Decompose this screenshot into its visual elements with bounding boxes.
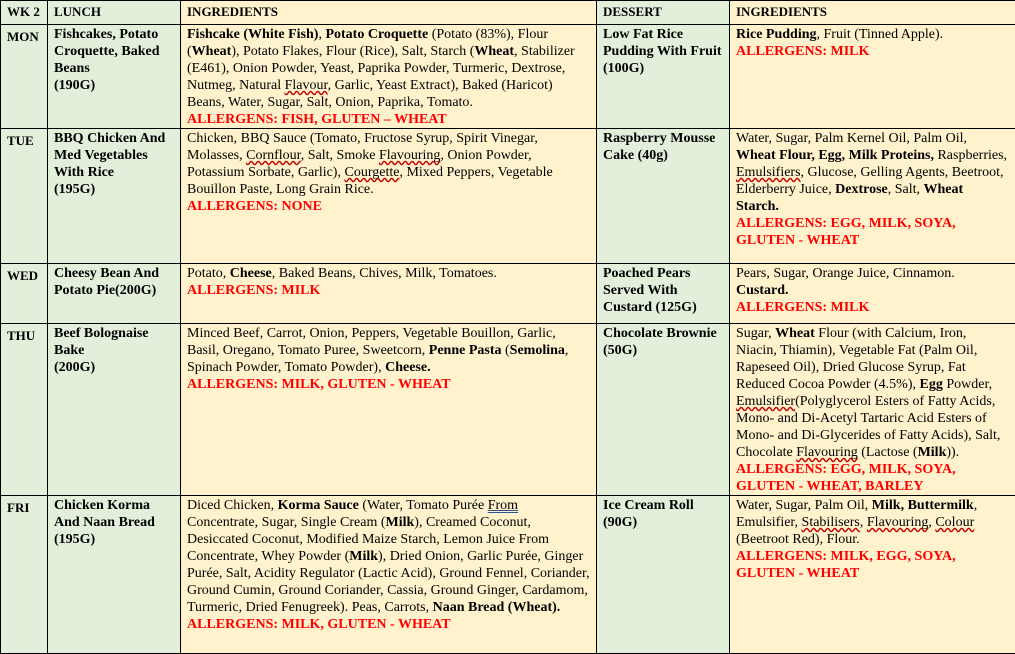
dessert-weight: (125G)	[656, 300, 697, 315]
dessert-ingredients-cell	[730, 496, 1015, 654]
spelling-marked-word: Emulsifiers	[736, 165, 801, 180]
allergen-ingredient: Wheat	[775, 326, 815, 341]
ingredient-text: Chicken, BBQ Sauce (Tomato, Fructose Syrup, Spirit Vinegar, Molasses,	[187, 131, 538, 163]
ingredient-text: ), Creamed Coconut, Desiccated Coconut, Modified Maize Starch, Lemon Juice From Concentrate, Whey Powder (	[187, 515, 549, 564]
ingredient-text: Water, Sugar, Palm Kernel Oil, Palm Oil,	[736, 131, 967, 146]
ingredient-text: Flour (with Calcium, Iron, Niacin, Thiamin), Vegetable Fat (Palm Oil, Rapeseed Oil), Dried Glucose Syrup, Fat Reduced Cocoa Powder (4.5%),	[736, 326, 977, 392]
ingredient-text: Raspberries,	[934, 148, 1007, 163]
dessert-ingredients-cell	[730, 324, 1015, 496]
spelling-marked-word: Flavour	[285, 78, 328, 93]
spelling-marked-word: Emulsifier	[736, 394, 795, 409]
table-row	[1, 129, 1015, 264]
lunch-cell	[48, 129, 181, 264]
ingredient-text: , Glucose, Gelling Agents, Beetroot, Elderberry Juice,	[736, 165, 1004, 197]
ingredient-text: (	[501, 343, 509, 358]
spelling-marked-word: Flavouring	[867, 515, 928, 530]
dessert-ingredients-cell	[730, 25, 1015, 129]
day-cell: THU	[1, 324, 48, 496]
lunch-allergens: ALLERGENS: MILK	[187, 283, 320, 298]
lunch-ingredients-text	[187, 498, 590, 615]
ingredient-text: (Beetroot Red), Flour.	[736, 532, 860, 547]
ingredient-text: Potato,	[187, 266, 230, 281]
lunch-cell	[48, 264, 181, 324]
header-lunch: LUNCH	[48, 1, 181, 25]
dessert-name: Ice Cream Roll	[603, 498, 694, 513]
spelling-marked-word: Colour	[935, 515, 974, 530]
table-row	[1, 496, 1015, 654]
lunch-name: Beef Bolognaise Bake	[54, 326, 149, 358]
dessert-cell	[597, 324, 730, 496]
lunch-name: Fishcakes, Potato Croquette, Baked Beans	[54, 27, 160, 76]
dessert-ingredients-cell	[730, 129, 1015, 264]
ingredient-text: ,	[860, 515, 867, 530]
table-row	[1, 324, 1015, 496]
lunch-weight: (200G)	[115, 283, 156, 298]
lunch-ingredients-cell	[181, 496, 597, 654]
allergen-ingredient: Wheat	[192, 44, 232, 59]
ingredient-text: , Stabilizer (E461), Onion Powder, Yeast, Paprika Powder, Turmeric, Dextrose, Nutmeg, Natural	[187, 44, 575, 93]
dessert-name: Low Fat Rice Pudding With Fruit	[603, 27, 722, 59]
lunch-weight: (200G)	[54, 360, 95, 375]
table-row	[1, 264, 1015, 324]
grammar-marked-word: From	[488, 498, 518, 513]
lunch-weight: (190G)	[54, 78, 95, 93]
dessert-name: Chocolate Brownie	[603, 326, 717, 341]
ingredient-text: Pears, Sugar, Orange Juice, Cinnamon.	[736, 266, 955, 281]
ingredient-text: , Spinach Powder, Tomato Powder),	[187, 343, 568, 375]
lunch-ingredients-cell	[181, 264, 597, 324]
ingredient-text: , Emulsifier,	[736, 498, 977, 530]
allergen-ingredient: Korma Sauce	[278, 498, 359, 513]
allergen-ingredient: Milk	[918, 445, 947, 460]
header-dessert: DESSERT	[597, 1, 730, 25]
allergen-ingredient: Penne Pasta	[429, 343, 502, 358]
dessert-ingredients-text	[736, 498, 977, 547]
ingredient-text: ), Dried Onion, Garlic Purée, Ginger Purée, Salt, Acidity Regulator (Lactic Acid), Ground Fennel, Coriander, Ground Cumin, Ground Coriander, Cassia, Ground Ginger, Cardamom, Turmeric, Dried Fenugreek). Peas, Carrots,	[187, 549, 590, 615]
lunch-cell	[48, 324, 181, 496]
ingredient-text: ,	[318, 27, 325, 42]
spelling-marked-word: Stabilisers	[802, 515, 860, 530]
lunch-allergens: ALLERGENS: MILK, GLUTEN - WHEAT	[187, 617, 451, 632]
dessert-cell	[597, 496, 730, 654]
allergen-ingredient: Milk	[386, 515, 415, 530]
header-week: WK 2	[1, 1, 48, 25]
allergen-ingredient: Fishcake (White Fish)	[187, 27, 318, 42]
table-row	[1, 25, 1015, 129]
allergen-ingredient: Milk, Buttermilk	[872, 498, 974, 513]
dessert-allergens: ALLERGENS: MILK, EGG, SOYA, GLUTEN - WHEAT	[736, 549, 956, 581]
ingredient-text: Powder,	[943, 377, 992, 392]
day-cell: FRI	[1, 496, 48, 654]
lunch-cell	[48, 25, 181, 129]
ingredient-text: , Salt, Smoke	[301, 148, 379, 163]
allergen-ingredient: Wheat	[474, 44, 514, 59]
allergen-ingredient: Egg	[920, 377, 943, 392]
lunch-cell	[48, 496, 181, 654]
day-cell: WED	[1, 264, 48, 324]
ingredient-text: Sugar,	[736, 326, 775, 341]
allergen-ingredient: Custard.	[736, 283, 789, 298]
dessert-weight: (100G)	[603, 61, 644, 76]
ingredient-text: , Garlic, Yeast Extract), Baked (Haricot) Beans, Water, Sugar, Salt, Onion, Paprika, Tomato.	[187, 78, 553, 110]
day-cell: TUE	[1, 129, 48, 264]
dessert-cell	[597, 264, 730, 324]
lunch-name: BBQ Chicken And Med Vegetables With Rice	[54, 131, 165, 180]
lunch-ingredients-text	[187, 326, 568, 375]
lunch-weight: (195G)	[54, 532, 95, 547]
dessert-ingredients-cell	[730, 264, 1015, 324]
header-dessert-ingredients: INGREDIENTS	[730, 1, 1015, 25]
dessert-allergens: ALLERGENS: EGG, MILK, SOYA, GLUTEN - WHEAT, BARLEY	[736, 462, 956, 494]
header-row	[1, 1, 1015, 25]
lunch-ingredients-text	[187, 266, 497, 281]
dessert-cell	[597, 25, 730, 129]
allergen-ingredient: Dextrose	[835, 182, 888, 197]
spelling-marked-word: Cornflour	[246, 148, 301, 163]
spelling-marked-word: Flavouring	[379, 148, 440, 163]
lunch-name: Chicken Korma And Naan Bread	[54, 498, 155, 530]
lunch-allergens: ALLERGENS: MILK, GLUTEN - WHEAT	[187, 377, 451, 392]
allergen-ingredient: Potato Croquette	[325, 27, 428, 42]
ingredient-text: , Salt,	[888, 182, 924, 197]
dessert-weight: (40g)	[638, 148, 668, 163]
spelling-marked-word: Flavouring	[796, 445, 857, 460]
ingredient-text: , Onion Powder, Potassium Sorbate, Garlic),	[187, 148, 532, 180]
day-cell: MON	[1, 25, 48, 129]
allergen-ingredient: Milk	[349, 549, 378, 564]
lunch-ingredients-cell	[181, 129, 597, 264]
ingredient-text: , Mixed Peppers, Vegetable Bouillon Paste, Long Grain Rice.	[187, 165, 553, 197]
dessert-weight: (50G)	[603, 343, 637, 358]
ingredient-text: , Fruit (Tinned Apple).	[817, 27, 944, 42]
ingredient-text: Minced Beef, Carrot, Onion, Peppers, Vegetable Bouillon, Garlic, Basil, Oregano, Tomato Puree, Sweetcorn,	[187, 326, 556, 358]
lunch-ingredients-text	[187, 131, 553, 197]
allergen-ingredient: Naan Bread (Wheat).	[433, 600, 561, 615]
dessert-ingredients-text	[736, 131, 1007, 214]
allergen-ingredient: Wheat Flour, Egg, Milk Proteins,	[736, 148, 934, 163]
lunch-ingredients-text	[187, 27, 575, 110]
dessert-allergens: ALLERGENS: MILK	[736, 300, 869, 315]
ingredient-text: Concentrate, Sugar, Single Cream (	[187, 515, 386, 530]
lunch-allergens: ALLERGENS: NONE	[187, 199, 322, 214]
dessert-allergens: ALLERGENS: MILK	[736, 44, 869, 59]
ingredient-text: , Baked Beans, Chives, Milk, Tomatoes.	[272, 266, 497, 281]
lunch-ingredients-cell	[181, 324, 597, 496]
ingredient-text: )).	[946, 445, 959, 460]
allergen-ingredient: Cheese	[230, 266, 272, 281]
ingredient-text: (Potato (83%), Flour (	[187, 27, 548, 59]
lunch-allergens: ALLERGENS: FISH, GLUTEN – WHEAT	[187, 112, 447, 127]
header-ingredients: INGREDIENTS	[181, 1, 597, 25]
allergen-ingredient: Cheese.	[385, 360, 431, 375]
dessert-allergens: ALLERGENS: EGG, MILK, SOYA, GLUTEN - WHEAT	[736, 216, 956, 248]
ingredient-text: (Water, Tomato Purée	[359, 498, 488, 513]
ingredient-text: Water, Sugar, Palm Oil,	[736, 498, 872, 513]
ingredient-text: ,	[928, 515, 935, 530]
lunch-ingredients-cell	[181, 25, 597, 129]
ingredient-text: ), Potato Flakes, Flour (Rice), Salt, Starch (	[231, 44, 474, 59]
allergen-ingredient: Wheat Starch.	[736, 182, 963, 214]
dessert-name: Raspberry Mousse Cake	[603, 131, 715, 163]
spelling-marked-word: Courgette	[344, 165, 399, 180]
dessert-name: Poached Pears Served With Custard	[603, 266, 690, 315]
allergen-ingredient: Semolina	[510, 343, 565, 358]
dessert-weight: (90G)	[603, 515, 637, 530]
ingredient-text: (Lactose (	[858, 445, 918, 460]
ingredient-text: (Polyglycerol Esters of Fatty Acids, Mono- and Di-Acetyl Tartaric Acid Esters of Mono- and Di-Glycerides of Fatty Acids), Salt, Chocolate	[736, 394, 1000, 460]
dessert-ingredients-text	[736, 326, 1000, 460]
dessert-ingredients-text	[736, 27, 943, 42]
dessert-cell	[597, 129, 730, 264]
dessert-ingredients-text	[736, 266, 955, 298]
lunch-name: Cheesy Bean And Potato Pie	[54, 266, 159, 298]
lunch-weight: (195G)	[54, 182, 95, 197]
ingredient-text: Diced Chicken,	[187, 498, 278, 513]
allergen-ingredient: Rice Pudding	[736, 27, 817, 42]
